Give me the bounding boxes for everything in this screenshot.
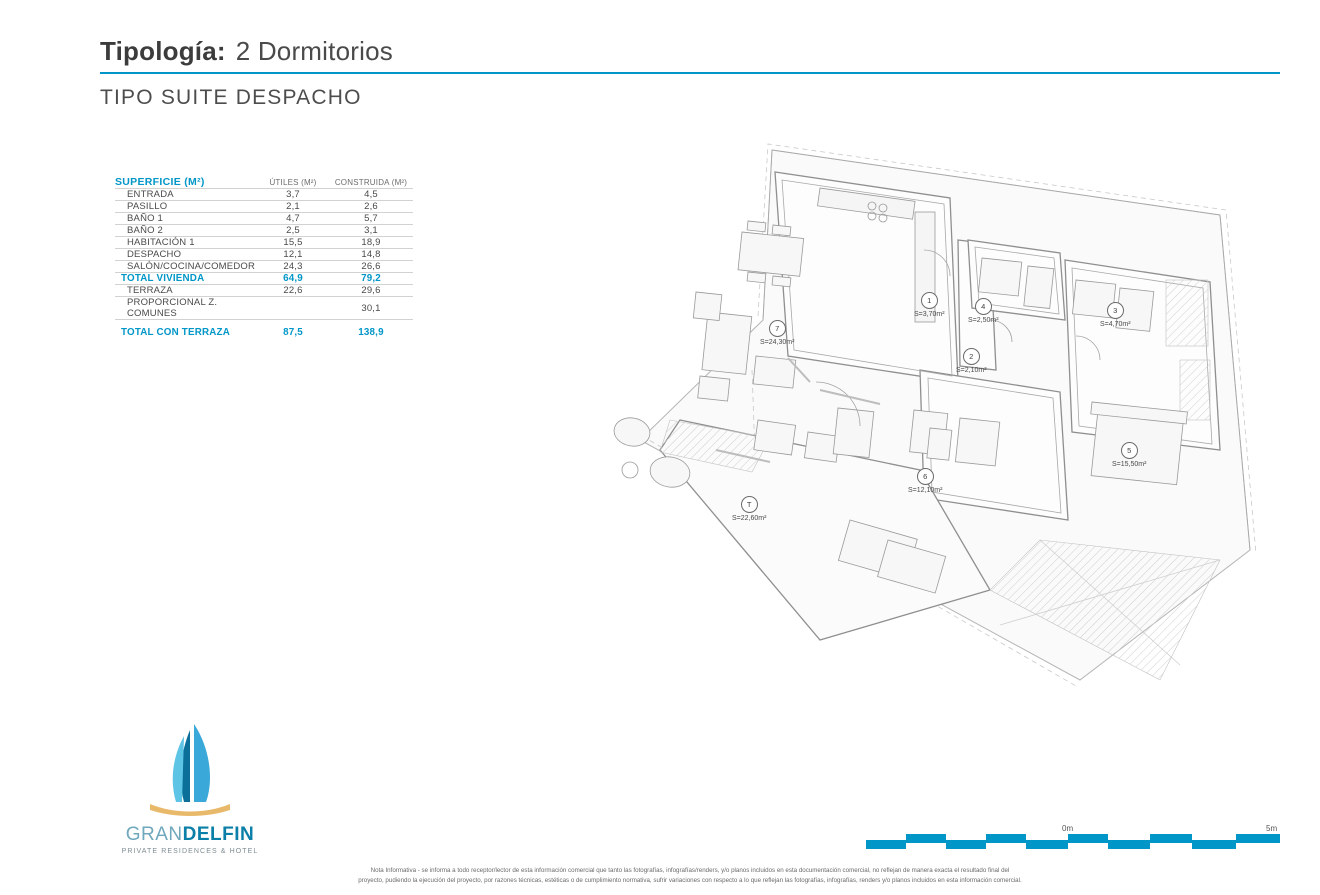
room-tag-6-id: 6 xyxy=(917,468,934,485)
legal-footnote xyxy=(100,866,1280,885)
table-header-construida: CONSTRUIDA (M²) xyxy=(334,177,408,187)
total-vivienda-label: TOTAL VIVIENDA xyxy=(121,273,205,284)
row-construida: 18,9 xyxy=(361,237,381,248)
page-title xyxy=(100,36,1280,67)
row-construida: 3,1 xyxy=(364,225,378,236)
typology-label: Tipología: xyxy=(100,36,226,66)
row-construida: 29,6 xyxy=(361,285,381,296)
table-row-total-terraza xyxy=(115,320,413,339)
brand-logo xyxy=(105,718,275,855)
row-name: PROPORCIONAL Z. COMUNES xyxy=(127,297,218,319)
room-tag-6 xyxy=(908,468,942,494)
row-construida: 4,5 xyxy=(364,189,378,200)
table-row-total-vivienda xyxy=(115,273,413,285)
table-row xyxy=(115,213,413,225)
table-row xyxy=(115,237,413,249)
table-row xyxy=(115,249,413,261)
row-name: DESPACHO xyxy=(127,249,182,260)
logo-tagline: PRIVATE RESIDENCES & HOTEL xyxy=(121,848,259,855)
title-divider xyxy=(100,72,1280,74)
table-row xyxy=(115,261,413,273)
room-tag-7 xyxy=(760,320,794,346)
room-tag-4-area: S=2,50m² xyxy=(968,317,999,324)
room-tag-3-id: 3 xyxy=(1107,302,1124,319)
scale-seg xyxy=(866,840,906,849)
scale-bar xyxy=(866,824,1280,854)
row-name: TERRAZA xyxy=(127,285,173,296)
row-utiles: 22,6 xyxy=(283,285,303,296)
room-tag-3-area: S=4,70m² xyxy=(1100,321,1131,328)
page-subtitle: TIPO SUITE DESPACHO xyxy=(100,86,362,109)
room-tag-5 xyxy=(1112,442,1146,468)
room-tag-2 xyxy=(956,348,987,374)
row-utiles xyxy=(257,297,329,320)
total-terraza-construida: 138,9 xyxy=(358,327,384,338)
room-tag-terrace-area: S=22,60m² xyxy=(732,515,767,522)
logo-name xyxy=(105,824,275,846)
table-row xyxy=(115,297,413,320)
row-construida: 2,6 xyxy=(364,201,378,212)
row-construida: 26,6 xyxy=(361,261,381,272)
row-name: SALÓN/COCINA/COMEDOR xyxy=(127,261,256,272)
row-utiles: 2,5 xyxy=(286,225,300,236)
total-terraza-label: TOTAL CON TERRAZA xyxy=(121,327,230,338)
room-tag-3 xyxy=(1100,302,1131,328)
room-tag-terrace-id: T xyxy=(741,496,758,513)
floor-plan-drawing xyxy=(520,120,1300,720)
scale-seg xyxy=(1192,840,1236,849)
scale-seg xyxy=(1026,840,1068,849)
room-tag-2-area: S=2,10m² xyxy=(956,367,987,374)
row-utiles: 12,1 xyxy=(283,249,303,260)
row-name: HABITACIÓN 1 xyxy=(127,237,195,248)
row-name: PASILLO xyxy=(127,201,168,212)
room-tag-5-id: 5 xyxy=(1121,442,1138,459)
table-row xyxy=(115,285,413,297)
surface-table xyxy=(115,176,413,338)
total-terraza-utiles: 87,5 xyxy=(283,327,303,338)
table-row xyxy=(115,201,413,213)
row-utiles: 3,7 xyxy=(286,189,300,200)
footnote-line-2: proyecto, pudiendo la ejecución del proyecto, por razones técnicas, estéticas o de cumplimiento normativa, sufrir variaciones con respecto a lo que reflejan las fotografías, infografías, renders y/o planos incluidos en esta información comercial. xyxy=(358,876,1022,884)
row-construida: 30,1 xyxy=(361,302,381,314)
room-tag-terrace xyxy=(732,496,766,522)
room-tag-4 xyxy=(968,298,999,324)
room-tag-1-id: 1 xyxy=(921,292,938,309)
typology-value: 2 Dormitorios xyxy=(235,36,393,66)
room-tag-1-area: S=3,70m² xyxy=(914,311,945,318)
page-header xyxy=(100,36,1280,110)
room-tag-5-area: S=15,50m² xyxy=(1112,461,1147,468)
row-construida: 5,7 xyxy=(364,213,378,224)
scale-seg xyxy=(1236,834,1280,843)
table-header-utiles: ÚTILES (M²) xyxy=(269,177,317,187)
sail-icon xyxy=(140,718,240,818)
total-vivienda-construida: 79,2 xyxy=(361,273,381,284)
room-tag-7-area: S=24,30m² xyxy=(760,339,795,346)
room-tag-4-id: 4 xyxy=(975,298,992,315)
row-construida: 14,8 xyxy=(361,249,381,260)
scale-seg xyxy=(906,834,946,843)
scale-seg xyxy=(1108,840,1150,849)
table-row xyxy=(115,225,413,237)
scale-seg xyxy=(946,840,986,849)
room-tag-1 xyxy=(914,292,945,318)
table-header-surface: SUPERFICIE (M²) xyxy=(115,176,205,188)
row-utiles: 4,7 xyxy=(286,213,300,224)
row-utiles: 24,3 xyxy=(283,261,303,272)
table-row xyxy=(115,189,413,201)
logo-name-gran: GRAN xyxy=(125,824,183,845)
scale-seg xyxy=(1068,834,1108,843)
room-tag-7-id: 7 xyxy=(769,320,786,337)
footnote-line-1: Nota Informativa - se informa a todo receptor/lector de esta información comercial que tanto las fotografías, infografías/renders, y/o planos incluidos en esta documentación comercial, no reflejan de manera exacta el resultado final del xyxy=(370,867,1010,874)
scale-label-zero: 0m xyxy=(1062,824,1074,833)
floor-plan xyxy=(520,120,1300,720)
scale-label-max: 5m xyxy=(1266,824,1278,833)
scale-seg xyxy=(986,834,1026,843)
row-name: BAÑO 1 xyxy=(127,213,164,224)
room-tag-6-area: S=12,10m² xyxy=(908,487,943,494)
logo-name-delfin: DELFIN xyxy=(182,824,255,845)
row-utiles: 2,1 xyxy=(286,201,300,212)
total-vivienda-utiles: 64,9 xyxy=(283,273,303,284)
row-name: ENTRADA xyxy=(127,189,174,200)
scale-seg xyxy=(1150,834,1192,843)
room-tag-2-id: 2 xyxy=(963,348,980,365)
row-utiles: 15,5 xyxy=(283,237,303,248)
row-name: BAÑO 2 xyxy=(127,225,164,236)
